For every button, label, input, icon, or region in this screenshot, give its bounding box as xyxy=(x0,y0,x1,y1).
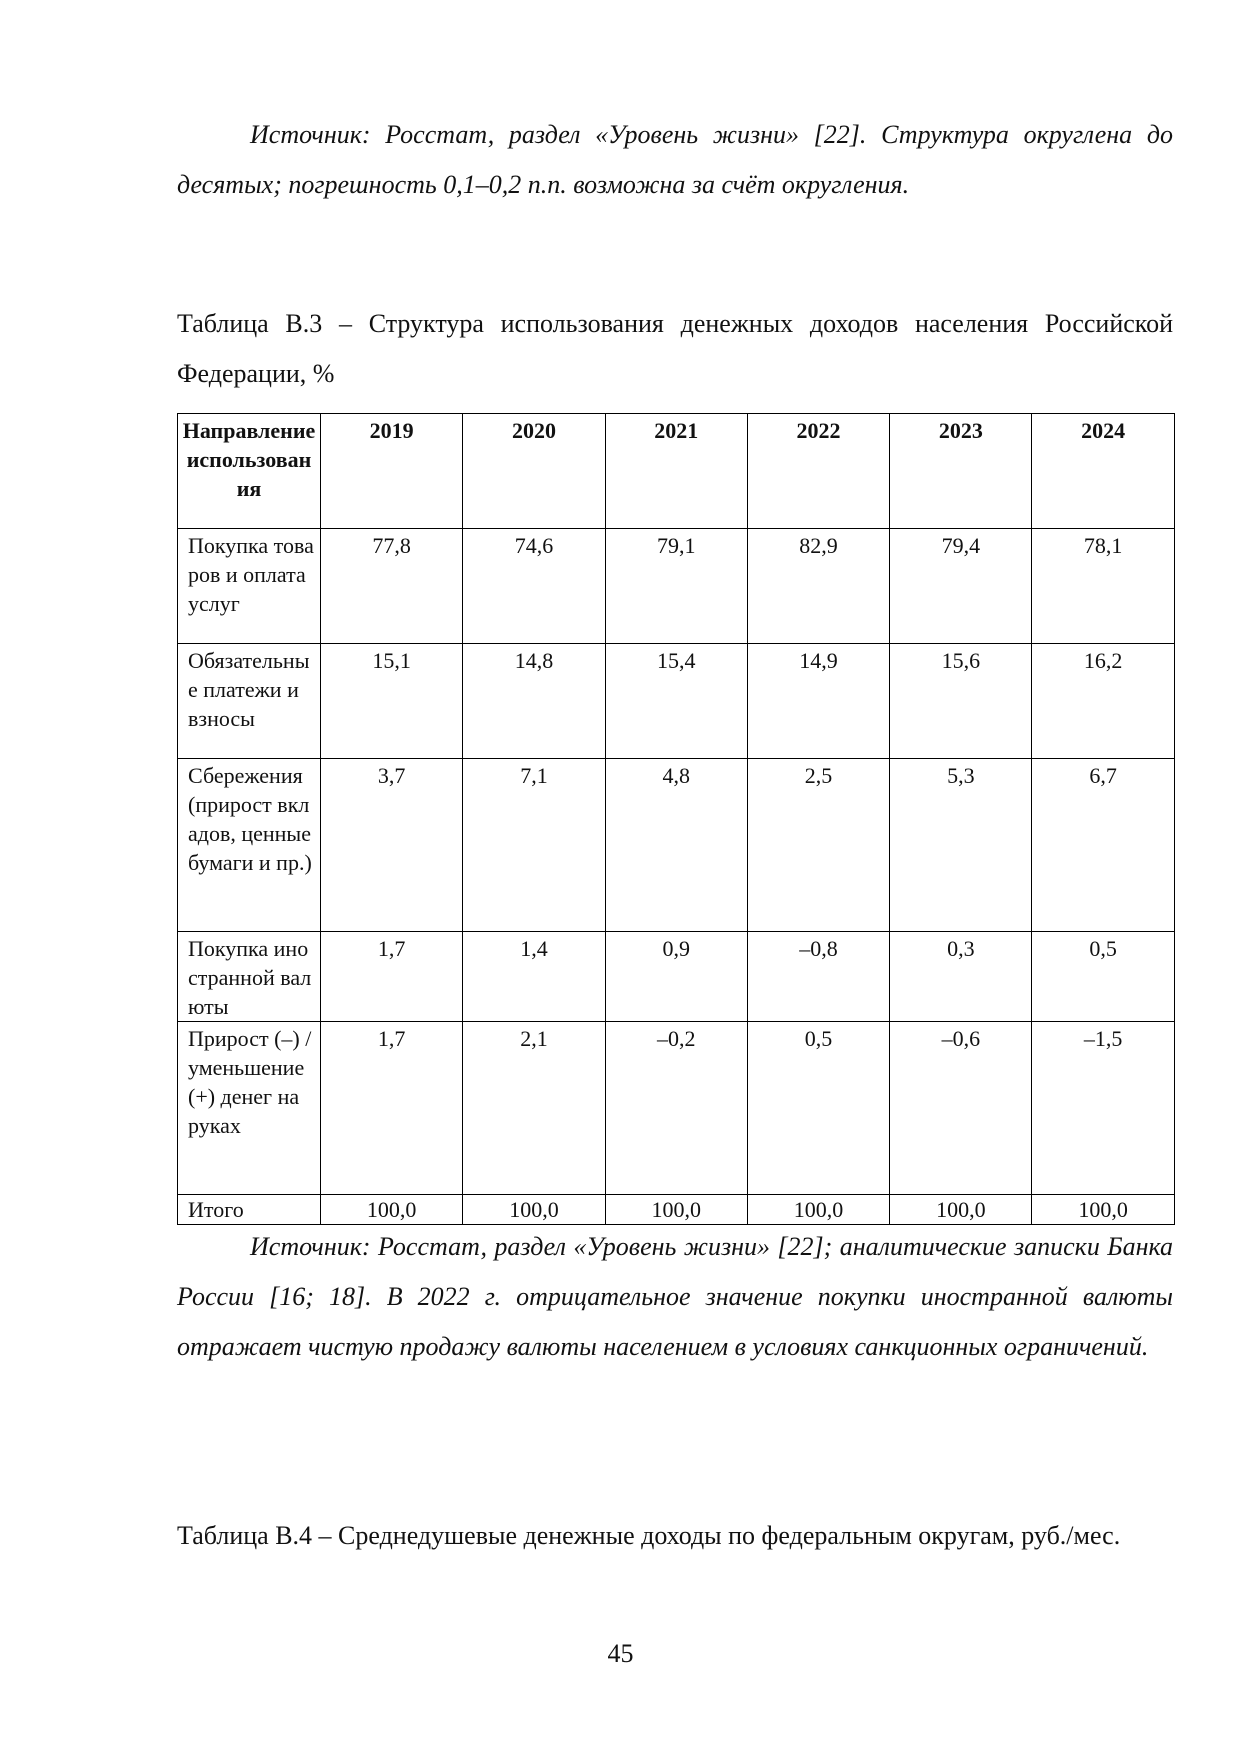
table-header-row xyxy=(178,414,1175,529)
row-label: Итого xyxy=(178,1195,321,1225)
table-cell: 15,1 xyxy=(321,644,463,759)
table-cell: 15,6 xyxy=(890,644,1032,759)
table-row xyxy=(178,932,1175,1022)
table-cell: 0,5 xyxy=(747,1022,889,1195)
income-structure-table xyxy=(177,413,1175,1225)
table-cell: 0,9 xyxy=(605,932,747,1022)
table-cell: 79,1 xyxy=(605,529,747,644)
table-cell: 1,7 xyxy=(321,1022,463,1195)
row-label: Покупка иностранной валюты xyxy=(178,932,321,1022)
page-number: 45 xyxy=(607,1639,634,1668)
table-cell: 2,1 xyxy=(463,1022,605,1195)
table-cell: 100,0 xyxy=(463,1195,605,1225)
table-cell: 74,6 xyxy=(463,529,605,644)
table-cell: 3,7 xyxy=(321,759,463,932)
table-cell: 14,8 xyxy=(463,644,605,759)
table-cell: 100,0 xyxy=(890,1195,1032,1225)
column-header: Направление использования xyxy=(178,414,321,529)
table-total-row xyxy=(178,1195,1175,1225)
table-cell: 16,2 xyxy=(1032,644,1174,759)
table-cell: 1,7 xyxy=(321,932,463,1022)
row-label: Обязательные платежи и взносы xyxy=(178,644,321,759)
column-header: 2020 xyxy=(463,414,605,529)
table-cell: 100,0 xyxy=(747,1195,889,1225)
row-label: Прирост (–) / уменьшение (+) денег на руках xyxy=(178,1022,321,1195)
table-cell: –0,6 xyxy=(890,1022,1032,1195)
table-cell: 5,3 xyxy=(890,759,1032,932)
table-cell: 2,5 xyxy=(747,759,889,932)
column-header: 2024 xyxy=(1032,414,1174,529)
table-cell: 6,7 xyxy=(1032,759,1174,932)
source-note-bottom: Источник: Росстат, раздел «Уровень жизни» [22]; аналитические записки Банка России [16; 18]. В 2022 г. отрицательное значение покупки иностранной валюты отражает чистую продажу валюты населением в условиях санкционных ограничений. xyxy=(177,1232,1173,1361)
table-row xyxy=(178,644,1175,759)
column-header: 2021 xyxy=(605,414,747,529)
row-label: Сбережения (прирост вкладов, ценные бумаги и пр.) xyxy=(178,759,321,932)
table-cell: –0,2 xyxy=(605,1022,747,1195)
table-cell: 79,4 xyxy=(890,529,1032,644)
table-cell: –1,5 xyxy=(1032,1022,1174,1195)
column-header: 2022 xyxy=(747,414,889,529)
column-header: 2023 xyxy=(890,414,1032,529)
table-caption-v4: Таблица В.4 – Среднедушевые денежные доходы по федеральным округам, руб./мес. xyxy=(177,1521,1121,1550)
table-cell: 1,4 xyxy=(463,932,605,1022)
source-note-top: Источник: Росстат, раздел «Уровень жизни» [22]. Структура округлена до десятых; погрешность 0,1–0,2 п.п. возможна за счёт округления. xyxy=(177,120,1173,199)
table-row xyxy=(178,529,1175,644)
table-row xyxy=(178,759,1175,932)
table-cell: 7,1 xyxy=(463,759,605,932)
table-cell: 100,0 xyxy=(1032,1195,1174,1225)
table-cell: 0,5 xyxy=(1032,932,1174,1022)
table-cell: 77,8 xyxy=(321,529,463,644)
table-cell: 82,9 xyxy=(747,529,889,644)
table-cell: 0,3 xyxy=(890,932,1032,1022)
table-cell: 15,4 xyxy=(605,644,747,759)
column-header: 2019 xyxy=(321,414,463,529)
table-cell: 14,9 xyxy=(747,644,889,759)
table-cell: 4,8 xyxy=(605,759,747,932)
table-cell: 100,0 xyxy=(321,1195,463,1225)
table-cell: –0,8 xyxy=(747,932,889,1022)
row-label: Покупка товаров и оплата услуг xyxy=(178,529,321,644)
table-cell: 78,1 xyxy=(1032,529,1174,644)
table-row xyxy=(178,1022,1175,1195)
table-cell: 100,0 xyxy=(605,1195,747,1225)
table-caption-v3: Таблица В.3 – Структура использования денежных доходов населения Российской Федерации, % xyxy=(177,309,1173,388)
